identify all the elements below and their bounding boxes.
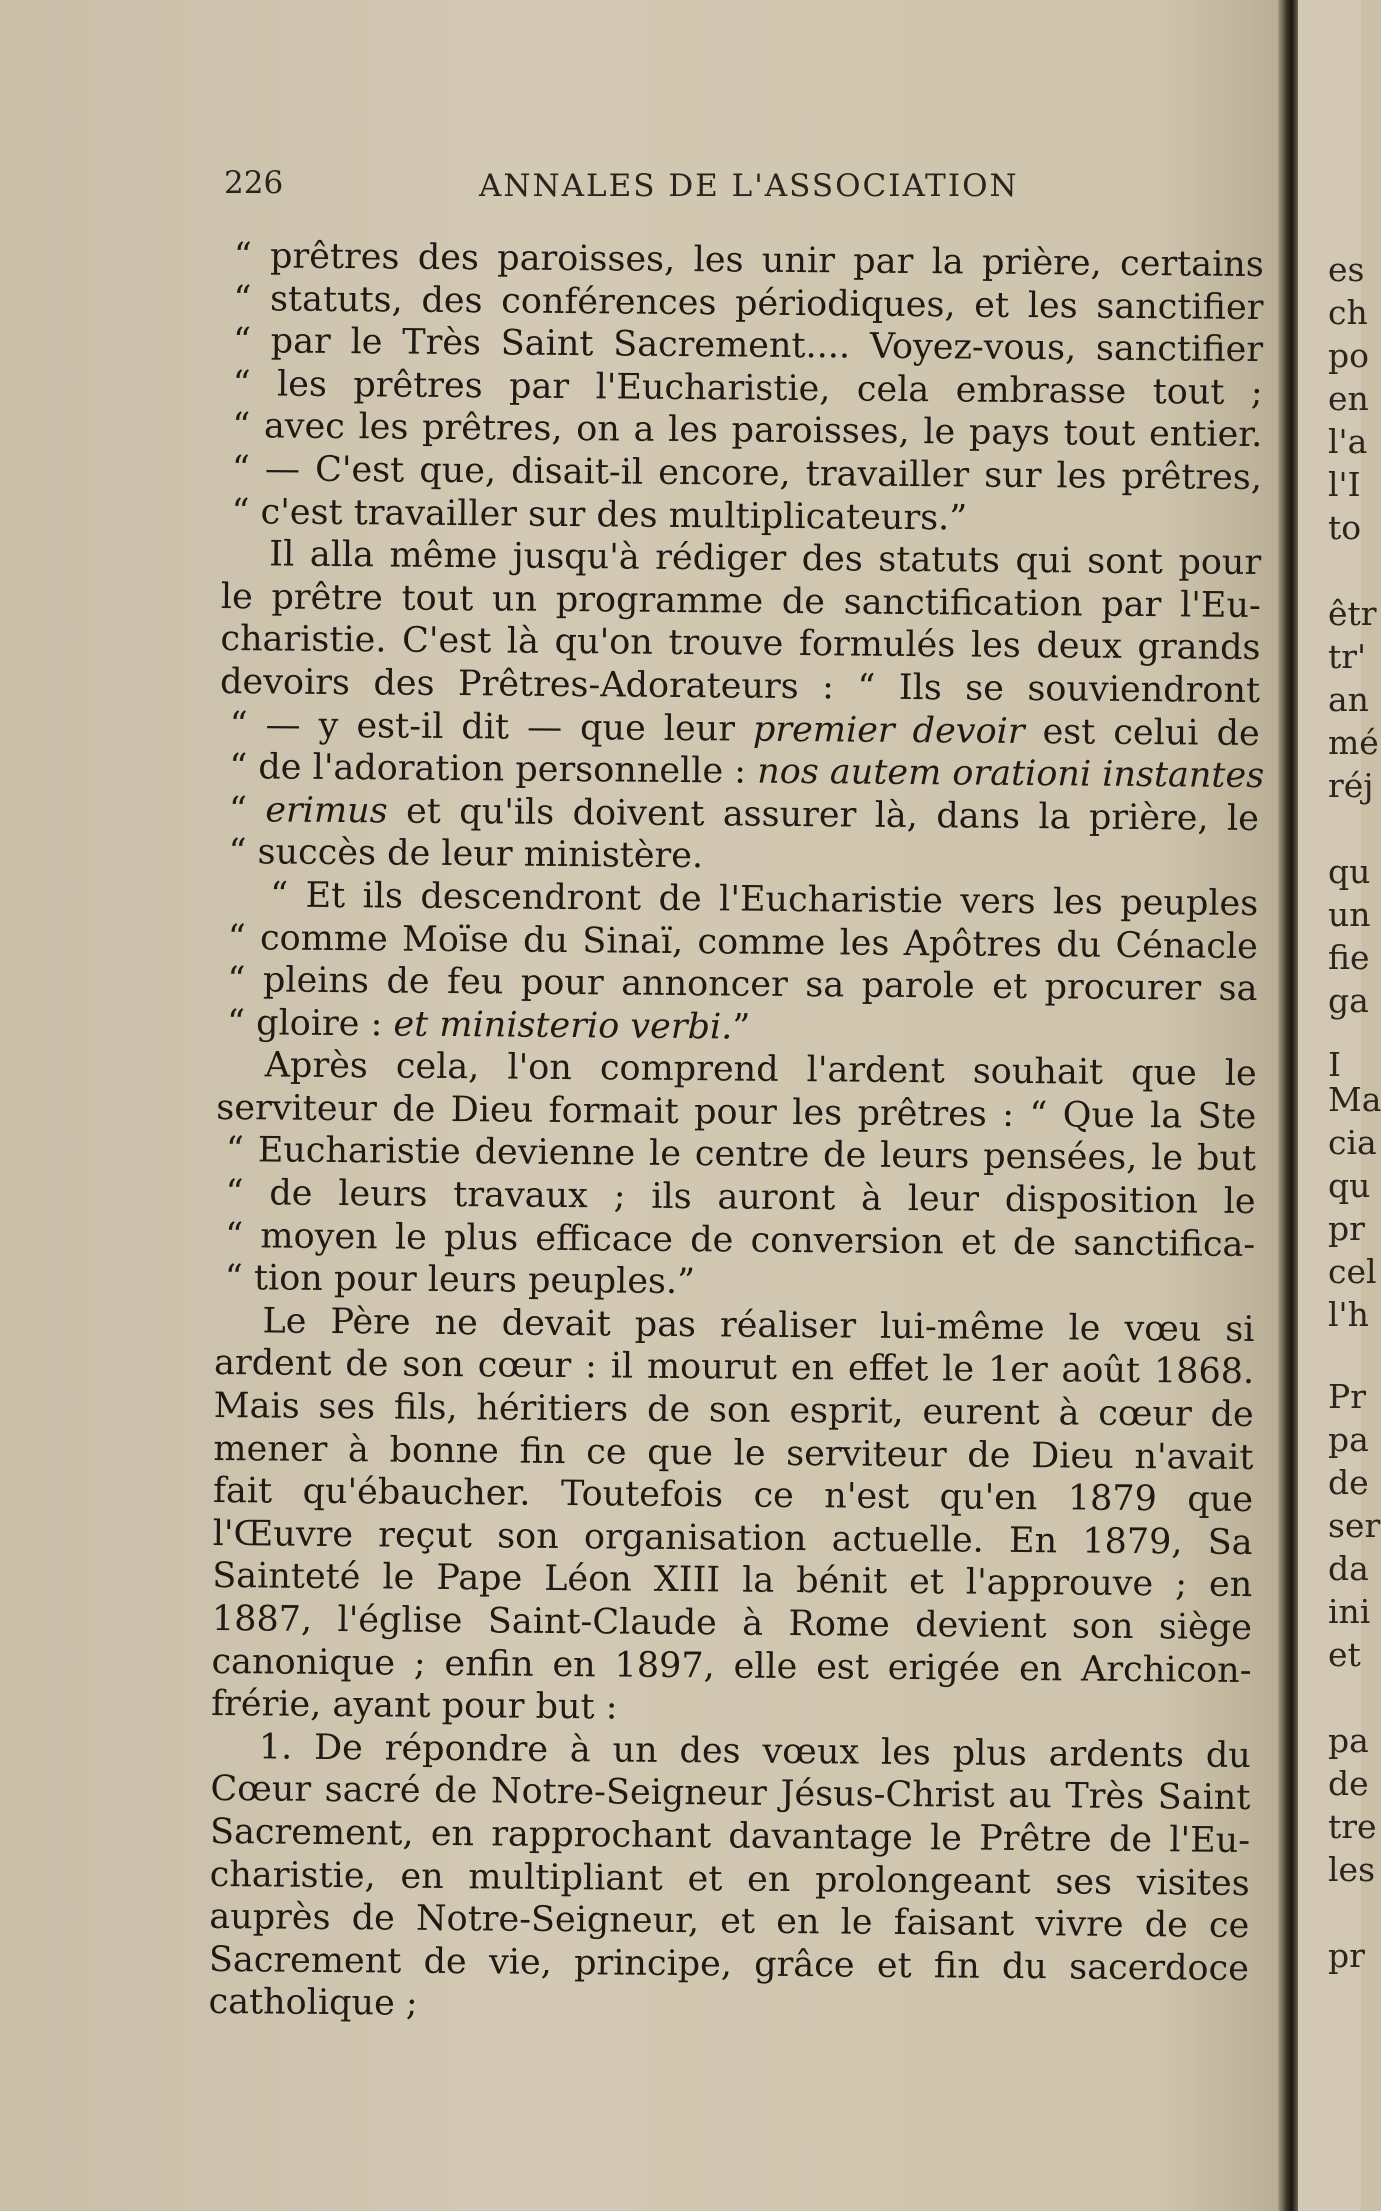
text-line: “ — C'est que, disait-il encore, travailler sur les prêtres,: [231, 449, 1263, 499]
text-line: Sacrement, en rapprochant davantage le Prêtre de l'Eu-: [209, 1811, 1251, 1861]
text-line: 1. De répondre à un des vœux les plus ardents du: [258, 1727, 1251, 1776]
text-line: “ statuts, des conférences périodiques, et les sanctifier: [233, 278, 1264, 328]
italic-phrase: erimus: [265, 790, 388, 832]
text-line: l'Œuvre reçut son organisation actuelle. En 1879, Sa: [212, 1513, 1253, 1563]
facing-page-fragment: an: [1328, 680, 1369, 719]
facing-page-fragment: l'a: [1328, 422, 1368, 461]
italic-phrase: premier devoir: [752, 709, 1025, 752]
facing-page-fragment: da: [1328, 1549, 1369, 1588]
text-line: canonique ; enfin en 1897, elle est erigée en Archicon-: [211, 1641, 1252, 1691]
text-line: “ erimus et qu'ils doivent assurer là, dans la prière, le: [228, 789, 1260, 839]
facing-page-fragment: I: [1328, 1045, 1342, 1084]
facing-page-fragment: l'I: [1328, 465, 1361, 504]
text-line: auprès de Notre-Seigneur, et en le faisant vivre de ce: [209, 1897, 1250, 1947]
text-line: fait qu'ébaucher. Toutefois ce n'est qu'en 1879 que: [212, 1471, 1254, 1521]
facing-page-fragment: ini: [1328, 1592, 1371, 1631]
facing-page-fragment: mé: [1328, 723, 1379, 762]
facing-page-edge: [1298, 0, 1381, 2211]
text-line: serviteur de Dieu formait pour les prêtres : “ Que la Ste: [216, 1087, 1257, 1137]
text-line: “ Eucharistie devienne le centre de leurs pensées, le but: [225, 1130, 1257, 1180]
facing-page-fragment: Ma: [1328, 1080, 1381, 1119]
facing-page-fragment: pa: [1328, 1721, 1369, 1760]
facing-page-fragment: pa: [1328, 1420, 1369, 1459]
facing-page-fragment: de: [1328, 1764, 1369, 1803]
running-head: ANNALES DE L'ASSOCIATION: [479, 168, 1019, 204]
facing-page-fragment: ch: [1328, 293, 1368, 332]
text-line: frérie, ayant pour but :: [211, 1684, 618, 1728]
facing-page-fragment: de: [1328, 1463, 1369, 1502]
text-line: Sacrement de vie, principe, grâce et fin du sacerdoce: [208, 1939, 1250, 1989]
facing-page-fragment: to: [1328, 508, 1362, 547]
italic-phrase: nos autem orationi instantes: [757, 751, 1265, 797]
facing-page-fragment: pr: [1328, 1209, 1365, 1248]
facing-page-fragment: Pr: [1328, 1377, 1366, 1416]
facing-page-fragment: un: [1328, 895, 1371, 934]
text-line: “ — y est-il dit — que leur premier devoir est celui de: [229, 704, 1260, 754]
facing-page-fragment: tre: [1328, 1807, 1377, 1846]
facing-page-fragment: ga: [1328, 981, 1369, 1020]
text-line: “ comme Moïse du Sinaï, comme les Apôtres du Cénacle: [227, 917, 1259, 967]
text-line: “ gloire : et ministerio verbi.”: [226, 1002, 751, 1048]
text-line: “ succès de leur ministère.: [228, 832, 704, 877]
text-line: Il alla même jusqu'à rédiger des statuts qui sont pour: [269, 534, 1262, 584]
text-line: “ avec les prêtres, on a les paroisses, le pays tout entier.: [232, 406, 1263, 456]
text-line: “ moyen le plus efficace de conversion et de sanctifica-: [225, 1215, 1256, 1265]
text-line: “ de leurs travaux ; ils auront à leur disposition le: [225, 1173, 1256, 1223]
text-line: ardent de son cœur : il mourut en effet le 1er août 1868.: [213, 1343, 1255, 1393]
facing-page-fragment: en: [1328, 379, 1369, 418]
facing-page-fragment: po: [1328, 336, 1369, 375]
facing-page-fragment: et: [1328, 1635, 1361, 1674]
facing-page-fragment: qu: [1328, 852, 1371, 891]
page-header: [224, 165, 1034, 209]
text-line: Après cela, l'on comprend l'ardent souhait que le: [264, 1045, 1257, 1095]
text-line: “ Et ils descendront de l'Eucharistie vers les peuples: [270, 875, 1259, 924]
facing-page-fragment: l'h: [1328, 1295, 1369, 1334]
text-line: le prêtre tout un programme de sanctification par l'Eu-: [220, 576, 1261, 626]
text-line: charistie. C'est là qu'on trouve formulés les deux grands: [220, 619, 1261, 669]
facing-page-fragment: pr: [1328, 1936, 1365, 1975]
italic-phrase: et ministerio verbi.: [393, 1004, 733, 1048]
book-gutter: [1278, 0, 1298, 2211]
text-line: catholique ;: [208, 1982, 418, 2025]
facing-page-fragment: cel: [1328, 1252, 1377, 1291]
facing-page-fragment: ser: [1328, 1506, 1381, 1545]
text-line: “ prêtres des paroisses, les unir par la prière, certains: [233, 236, 1264, 286]
text-line: “ les prêtres par l'Eucharistie, cela embrasse tout ;: [232, 363, 1263, 413]
facing-page-fragment: réj: [1328, 766, 1374, 805]
facing-page-fragment: cia: [1328, 1123, 1377, 1162]
body-text: [208, 235, 1264, 2033]
text-line: Le Père ne devait pas réaliser lui-même le vœu si: [262, 1301, 1255, 1350]
facing-page-fragment: fie: [1328, 938, 1370, 977]
text-line: “ pleins de feu pour annoncer sa parole et procurer sa: [227, 960, 1258, 1010]
facing-page-fragment: tr': [1328, 637, 1367, 676]
text-line: charistie, en multipliant et en prolongeant ses visites: [209, 1854, 1250, 1904]
facing-page-fragment: qu: [1328, 1166, 1371, 1205]
text-line: Cœur sacré de Notre-Seigneur Jésus-Christ au Très Saint: [210, 1769, 1251, 1819]
text-line: 1887, l'église Saint-Claude à Rome devient son siège: [211, 1598, 1253, 1649]
text-line: devoirs des Prêtres-Adorateurs : “ Ils se souviendront: [219, 661, 1261, 711]
facing-page-fragment: es: [1328, 250, 1365, 289]
text-line: “ de l'adoration personnelle : nos autem orationi instantes: [229, 747, 1265, 797]
facing-page-fragment: les: [1328, 1850, 1376, 1889]
facing-page-fragment: êtr: [1328, 594, 1377, 633]
text-line: “ tion pour leurs peuples.”: [224, 1258, 696, 1303]
text-line: mener à bonne fin ce que le serviteur de Dieu n'avait: [213, 1428, 1254, 1478]
page-number: 226: [224, 165, 284, 201]
text-line: “ par le Très Saint Sacrement.... Voyez-vous, sanctifier: [232, 321, 1264, 371]
text-line: “ c'est travailler sur des multiplicateurs.”: [231, 491, 968, 539]
text-line: Sainteté le Pape Léon XIII la bénit et l'approuve ; en: [212, 1556, 1253, 1606]
text-line: Mais ses fils, héritiers de son esprit, eurent à cœur de: [213, 1385, 1254, 1436]
